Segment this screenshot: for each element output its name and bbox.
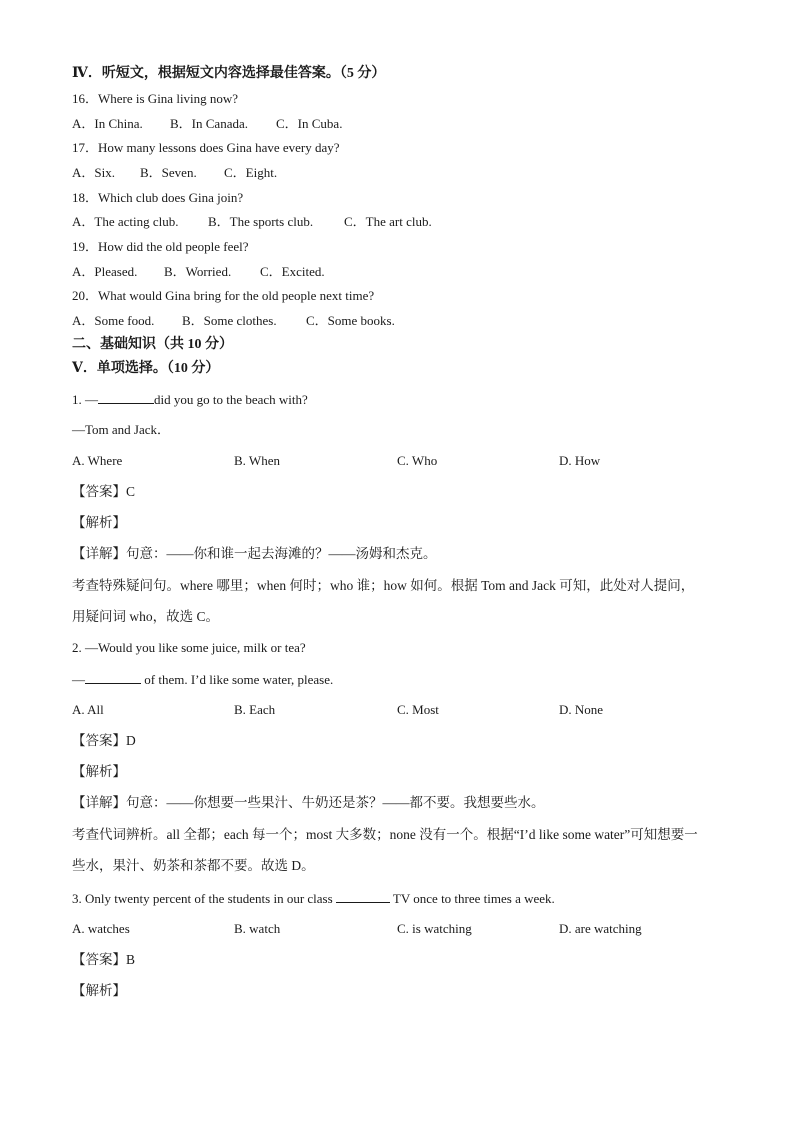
q1-answer-line: —Tom and Jack． [72, 422, 171, 437]
section-5-heading: Ⅴ．单项选择。（10 分） [72, 361, 220, 376]
q19-option-a: A．Pleased. [72, 264, 138, 279]
q1-stem-suffix: did you go to the beach with? [154, 392, 308, 407]
q3-stem [72, 890, 555, 907]
q2-option-c: C. Most [397, 702, 439, 717]
q1-option-d: D. How [559, 453, 601, 468]
part-2-heading: 二、基础知识（共 10 分） [72, 337, 233, 352]
q2-analysis-label: 【解析】 [72, 764, 126, 779]
q1-stem-prefix: 1. — [72, 392, 98, 407]
q2-detail: 【详解】句意：——你想要一些果汁、牛奶还是茶？——都不要。我想要些水。 [72, 795, 545, 810]
q17-option-b: B．Seven. [140, 165, 197, 180]
q3-analysis-label: 【解析】 [72, 983, 126, 998]
q19-option-c: C．Excited. [260, 264, 325, 279]
q2-reply-suffix: of them. I’d like some water, please. [141, 672, 334, 687]
q20-option-a: A．Some food. [72, 313, 155, 328]
q1-detail: 【详解】句意：——你和谁一起去海滩的？——汤姆和杰克。 [72, 546, 437, 561]
q2-explanation-line-1: 考查代词辨析。all 全都；each 每一个；most 大多数；none 没有一个。根据“I’d like some water”可知想要一 [72, 827, 698, 842]
question-18: 18．Which club does Gina join? [72, 190, 244, 205]
q20-option-b: B．Some clothes. [182, 313, 277, 328]
q3-option-c: C. is watching [397, 921, 472, 936]
q1-blank [98, 391, 154, 404]
q18-option-c: C．The art club. [344, 214, 432, 229]
q2-reply-line [72, 671, 333, 688]
q1-stem [72, 391, 308, 408]
q3-answer: 【答案】B [72, 952, 136, 967]
q3-option-a: A. watches [72, 921, 130, 936]
question-19: 19．How did the old people feel? [72, 239, 249, 254]
question-16: 16．Where is Gina living now? [72, 91, 239, 106]
q2-option-d: D. None [559, 702, 604, 717]
q2-answer: 【答案】D [72, 733, 136, 748]
q19-option-b: B．Worried. [164, 264, 232, 279]
section-4-heading: Ⅳ．听短文，根据短文内容选择最佳答案。（5 分） [72, 66, 386, 81]
q18-option-a: A．The acting club. [72, 214, 179, 229]
q1-option-b: B. When [234, 453, 280, 468]
q2-stem: 2. —Would you like some juice, milk or tea? [72, 640, 306, 655]
q3-stem-prefix: 3. Only twenty percent of the students in our class [72, 891, 336, 906]
q2-explanation-line-2: 些水，果汁、奶茶和茶都不要。故选 D。 [72, 858, 315, 873]
q17-option-c: C．Eight. [224, 165, 278, 180]
question-20: 20．What would Gina bring for the old people next time? [72, 288, 375, 303]
q3-option-d: D. are watching [559, 921, 642, 936]
q2-blank [85, 671, 141, 684]
q3-stem-suffix: TV once to three times a week. [389, 891, 555, 906]
q2-reply-prefix: — [72, 672, 85, 687]
q1-explanation-line-2: 用疑问词 who，故选 C。 [72, 609, 220, 624]
q1-explanation-line-1: 考查特殊疑问句。where 哪里；when 何时；who 谁；how 如何。根据 Tom and Jack 可知，此处对人提问， [72, 578, 695, 593]
question-17: 17．How many lessons does Gina have every day? [72, 140, 340, 155]
q17-option-a: A．Six. [72, 165, 115, 180]
q2-option-a: A. All [72, 702, 104, 717]
q20-option-c: C．Some books. [306, 313, 395, 328]
q16-option-c: C．In Cuba. [276, 116, 343, 131]
q18-option-b: B．The sports club. [208, 214, 314, 229]
q1-answer: 【答案】C [72, 484, 136, 499]
q1-option-a: A. Where [72, 453, 123, 468]
q1-analysis-label: 【解析】 [72, 515, 126, 530]
q16-option-a: A．In China. [72, 116, 143, 131]
q2-option-b: B. Each [234, 702, 276, 717]
q16-option-b: B．In Canada. [170, 116, 248, 131]
q1-option-c: C. Who [397, 453, 438, 468]
q3-option-b: B. watch [234, 921, 281, 936]
q3-blank [336, 890, 390, 903]
